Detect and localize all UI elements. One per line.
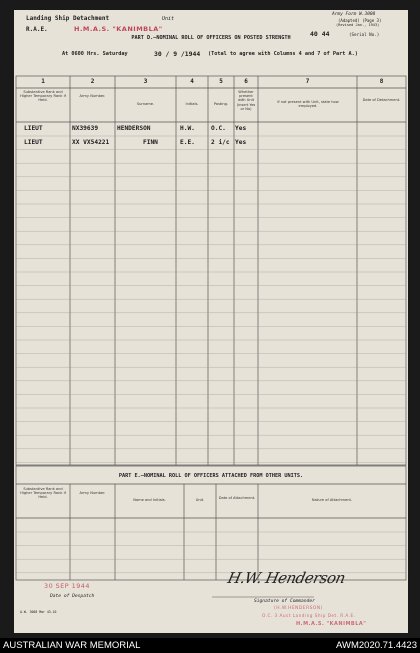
commander-signature: H.W. Henderson bbox=[226, 569, 347, 587]
commander-unit-stamp: O.C. 3 Aust Landing Ship Det. R.A.E. bbox=[262, 613, 356, 618]
unit-label: Unit bbox=[162, 16, 175, 22]
despatch-date-label: Date of Despatch bbox=[50, 594, 95, 599]
print-code: A.W. 3008 Mar 43-10 bbox=[20, 610, 57, 614]
row-2-surname: FINN bbox=[143, 139, 158, 146]
col-number-2: 2 bbox=[90, 78, 95, 85]
ship-stamp-footer: H.M.A.S. "KANIMBLA" bbox=[296, 621, 367, 627]
col-header-army-number: Army Number. bbox=[79, 94, 106, 98]
col-header-present: Whether present with Unit (insert Yes or No) bbox=[236, 90, 256, 111]
col-header-posting: Posting. bbox=[213, 102, 229, 106]
col-number-5: 5 bbox=[219, 78, 223, 85]
ship-stamp: H.M.A.S. "KANIMBLA" bbox=[74, 25, 163, 33]
roll-date: 30 / 9 /1944 bbox=[154, 50, 201, 58]
corps-abbrev: R.A.E. bbox=[26, 26, 48, 33]
row-2-posting: 2 i/c bbox=[211, 139, 230, 146]
col-number-3: 3 bbox=[143, 78, 148, 85]
form-revised: (Revised Jan., 1943) bbox=[336, 23, 380, 27]
e-col-header-rank: Substantive Rank and Higher Temporary Rank if Held. bbox=[20, 487, 66, 500]
part-d-subtitle-post: (Total to agree with Columns 4 and 7 of Part A.) bbox=[208, 51, 358, 57]
col-header-employment: If not present with Unit, state how employed. bbox=[277, 100, 339, 109]
part-d-subtitle-pre: At 0600 Hrs. Saturday bbox=[62, 51, 128, 57]
row-1-initials: H.W. bbox=[180, 125, 195, 132]
col-header-surname: Surname. bbox=[136, 102, 155, 106]
commander-name-stamp: (H.W.HENDERSON) bbox=[274, 606, 323, 611]
serial-value: 40 44 bbox=[310, 30, 330, 38]
caption-accession: AWM2020.71.4423 bbox=[336, 640, 417, 651]
col-number-4: 4 bbox=[190, 78, 194, 85]
caption-source: AUSTRALIAN WAR MEMORIAL bbox=[3, 640, 141, 651]
document-page bbox=[14, 10, 408, 633]
row-1-number: NX39639 bbox=[72, 125, 99, 132]
serial-label: (Serial No.) bbox=[349, 32, 380, 37]
row-2-number: XX VX54221 bbox=[72, 139, 110, 146]
col-number-6: 6 bbox=[244, 78, 248, 85]
e-col-header-name: Name and Initials. bbox=[133, 498, 166, 502]
row-1-surname: HENDERSON bbox=[117, 125, 151, 132]
row-2-rank: LIEUT bbox=[24, 139, 43, 146]
row-1-posting: O.C. bbox=[211, 125, 226, 132]
form-adapted: (Adapted) (Page 3) bbox=[338, 18, 382, 23]
e-col-header-army-number: Army Number. bbox=[79, 491, 106, 495]
part-e-title: PART E.—NOMINAL ROLL OF OFFICERS ATTACHED FROM OTHER UNITS. bbox=[118, 473, 304, 479]
e-col-header-nature: Nature of Attachment. bbox=[311, 498, 353, 502]
col-header-initials: Initials. bbox=[185, 102, 199, 106]
row-1-present: Yes bbox=[235, 125, 247, 132]
col-number-8: 8 bbox=[379, 78, 384, 85]
row-1-rank: LIEUT bbox=[24, 125, 43, 132]
col-header-detachment-date: Date of Detachment. bbox=[362, 98, 401, 102]
e-col-header-unit: Unit. bbox=[195, 498, 205, 502]
row-2-present: Yes bbox=[235, 139, 247, 146]
part-d-title: PART D.—NOMINAL ROLL OF OFFICERS ON POSTED STRENGTH bbox=[131, 35, 291, 41]
signature-label: Signature of Commander bbox=[254, 599, 315, 604]
col-number-7: 7 bbox=[305, 78, 310, 85]
col-number-1: 1 bbox=[41, 78, 45, 85]
unit-name: Landing Ship Detachment bbox=[26, 15, 110, 22]
despatch-date-stamp: 30 SEP 1944 bbox=[44, 582, 90, 590]
col-header-rank: Substantive Rank and Higher Temporary Rank if Held. bbox=[20, 90, 66, 103]
row-2-initials: E.E. bbox=[180, 139, 195, 146]
form-number: Army Form W.3008 bbox=[332, 12, 376, 17]
caption-bar bbox=[0, 638, 420, 653]
e-col-header-attachment-date: Date of Attachment. bbox=[218, 496, 256, 500]
